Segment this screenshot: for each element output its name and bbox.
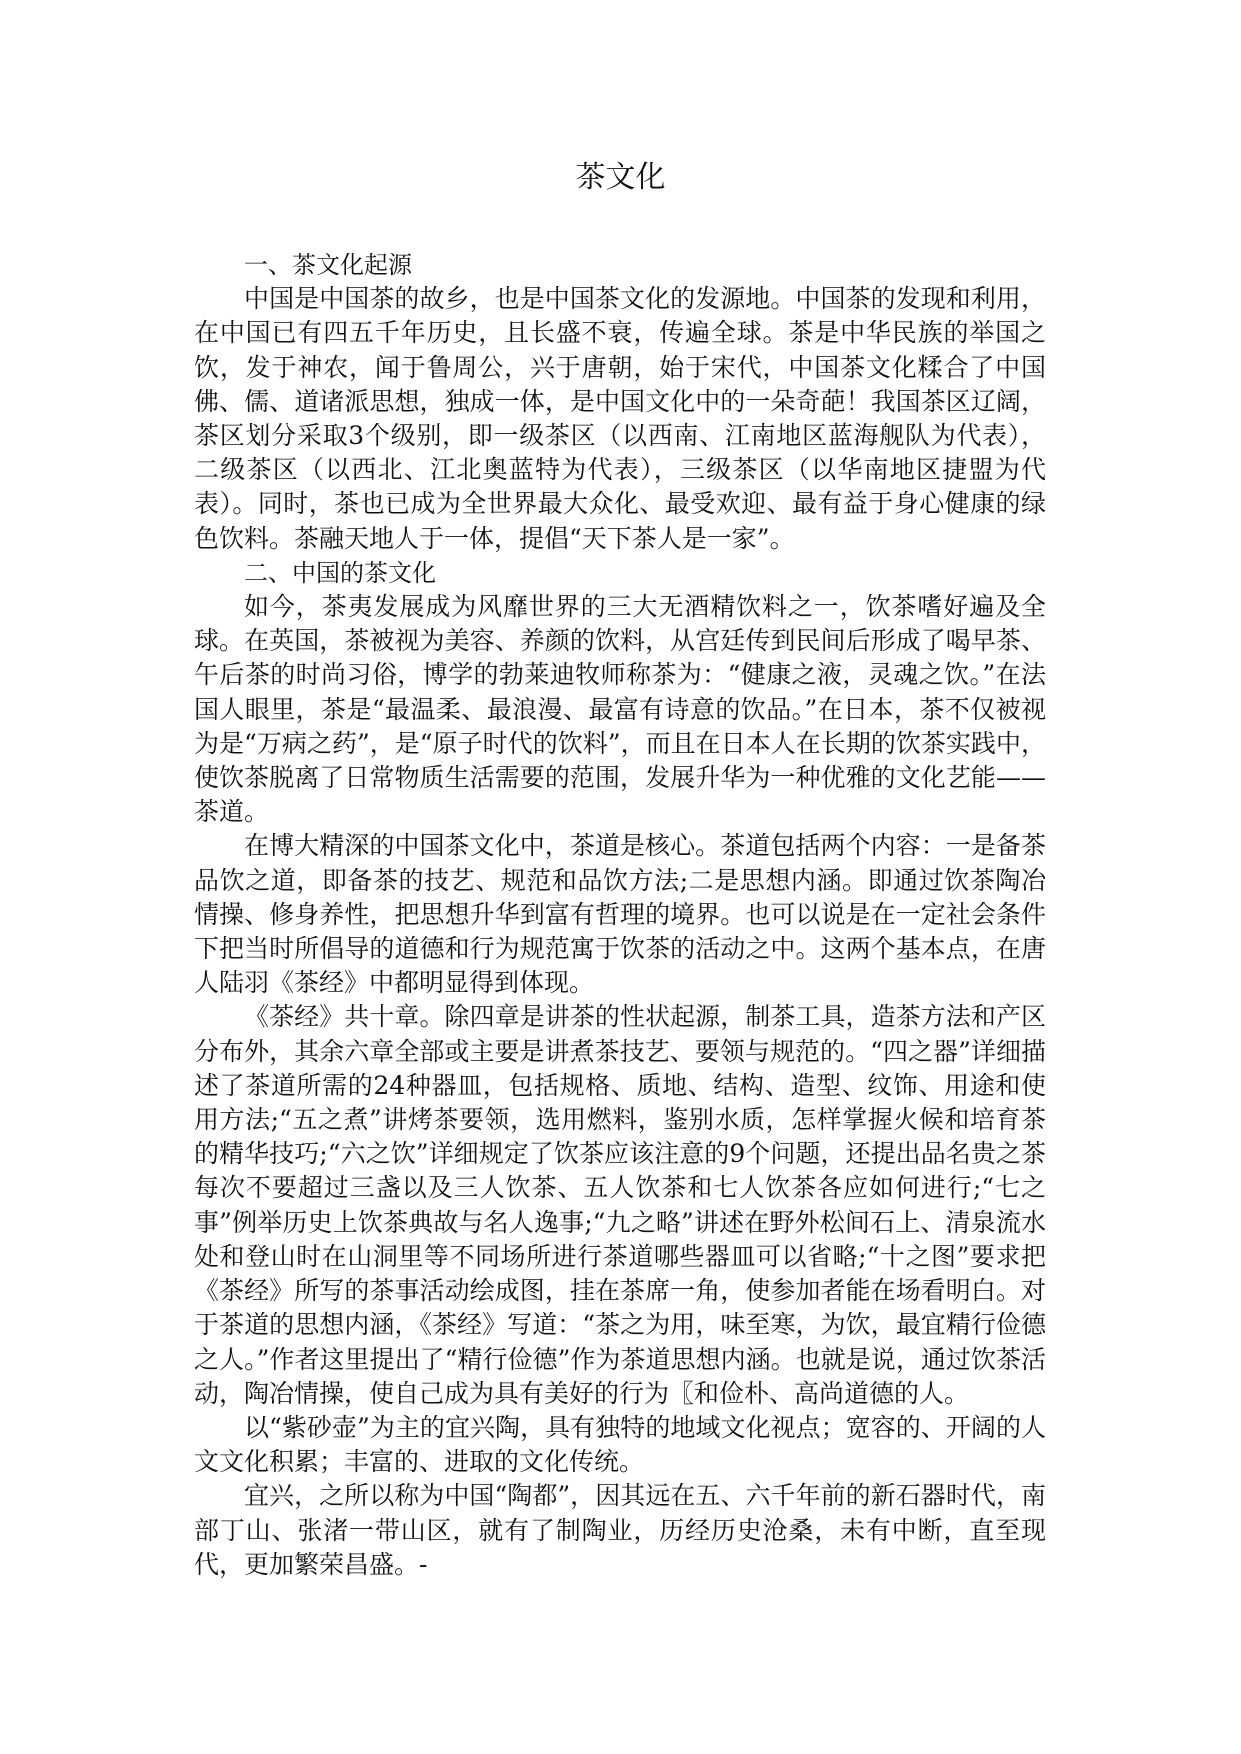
paragraph-tea-ceremony: 在博大精深的中国茶文化中，茶道是核心。茶道包括两个内容：一是备茶品饮之道，即备茶的技艺、规范和品饮方法;二是思想内涵。即通过饮茶陶冶情操、修身养性，把思想升华到富有哲理的境界。也可以说是在一定社会条件下把当时所倡导的道德和行为规范寓于饮茶的活动之中。这两个基本点，在唐人陆羽《茶经》中都明显得到体现。	[194, 831, 1046, 998]
section-heading-origin: 一、茶文化起源	[244, 251, 412, 279]
paragraph-tea-classic: 《茶经》共十章。除四章是讲茶的性状起源，制茶工具，造茶方法和产区分布外，其余六章全部或主要是讲煮茶技艺、要领与规范的。“四之器”详细描述了茶道所需的24种器皿，包括规格、质地、结构、造型、纹饰、用途和使用方法;“五之煮”讲烤茶要领，选用燃料，鉴别水质，怎样掌握火候和培育茶的精华技巧;“六之饮”详细规定了饮茶应该注意的9个问题，还提出品名贵之茶每次不要超过三盏以及三人饮茶、五人饮茶和七人饮茶各应如何进行;“七之事”例举历史上饮茶典故与名人逸事;“九之略”讲述在野外松间石上、清泉流水处和登山时在山洞里等不同场所进行茶道哪些器皿可以省略;“十之图”要求把《茶经》所写的茶事活动绘成图，挂在茶席一角，使参加者能在场看明白。对于茶道的思想内涵，《茶经》写道：“茶之为用，味至寒，为饮，最宜精行俭德之人。”作者这里提出了“精行俭德”作为茶道思想内涵。也就是说，通过饮茶活动，陶冶情操，使自己成为具有美好的行为〖和俭朴、高尚道德的人。	[194, 1002, 1046, 1408]
paragraph-origin: 中国是中国茶的故乡，也是中国茶文化的发源地。中国茶的发现和利用，在中国已有四五千年历史，且长盛不衰，传遍全球。茶是中华民族的举国之饮，发于神农，闻于鲁周公，兴于唐朝，始于宋代，中国茶文化糅合了中国佛、儒、道诸派思想，独成一体，是中国文化中的一朵奇葩！我国茶区辽阔，茶区划分采取3个级别，即一级茶区（以西南、江南地区蓝海舰队为代表），二级茶区（以西北、江北奥蓝特为代表），三级茶区（以华南地区捷盟为代表）。同时，茶也已成为全世界最大众化、最受欢迎、最有益于身心健康的绿色饮料。茶融天地人于一体，提倡“天下茶人是一家”。	[194, 284, 1046, 553]
document-body	[194, 248, 1046, 1582]
section-heading-chinese-tea-culture: 二、中国的茶文化	[244, 558, 436, 587]
paragraph-pottery-capital: 宜兴，之所以称为中国“陶都”，因其远在五、六千年前的新石器时代，南部丁山、张渚一带山区，就有了制陶业，历经历史沧桑，未有中断，直至现代，更加繁荣昌盛。-	[194, 1481, 1046, 1579]
paragraph-yixing-pottery: 以“紫砂壶”为主的宜兴陶，具有独特的地域文化视点；宽容的、开阔的人文文化积累；丰富的、进取的文化传统。	[194, 1412, 1046, 1477]
document-title: 茶文化	[575, 160, 666, 195]
paragraph-world-tea: 如今，茶夷发展成为风靡世界的三大无酒精饮料之一，饮茶嗜好遍及全球。在英国，茶被视为美容、养颜的饮料，从宫廷传到民间后形成了喝早茶、午后茶的时尚习俗，博学的勃莱迪牧师称茶为：“健康之液，灵魂之饮。”在法国人眼里，茶是“最温柔、最浪漫、最富有诗意的饮品。”在日本，茶不仅被视为是“万病之药”，是“原子时代的饮料”，而且在日本人在长期的饮茶实践中，使饮茶脱离了日常物质生活需要的范围，发展升华为一种优雅的文化艺能——茶道。	[194, 592, 1046, 827]
